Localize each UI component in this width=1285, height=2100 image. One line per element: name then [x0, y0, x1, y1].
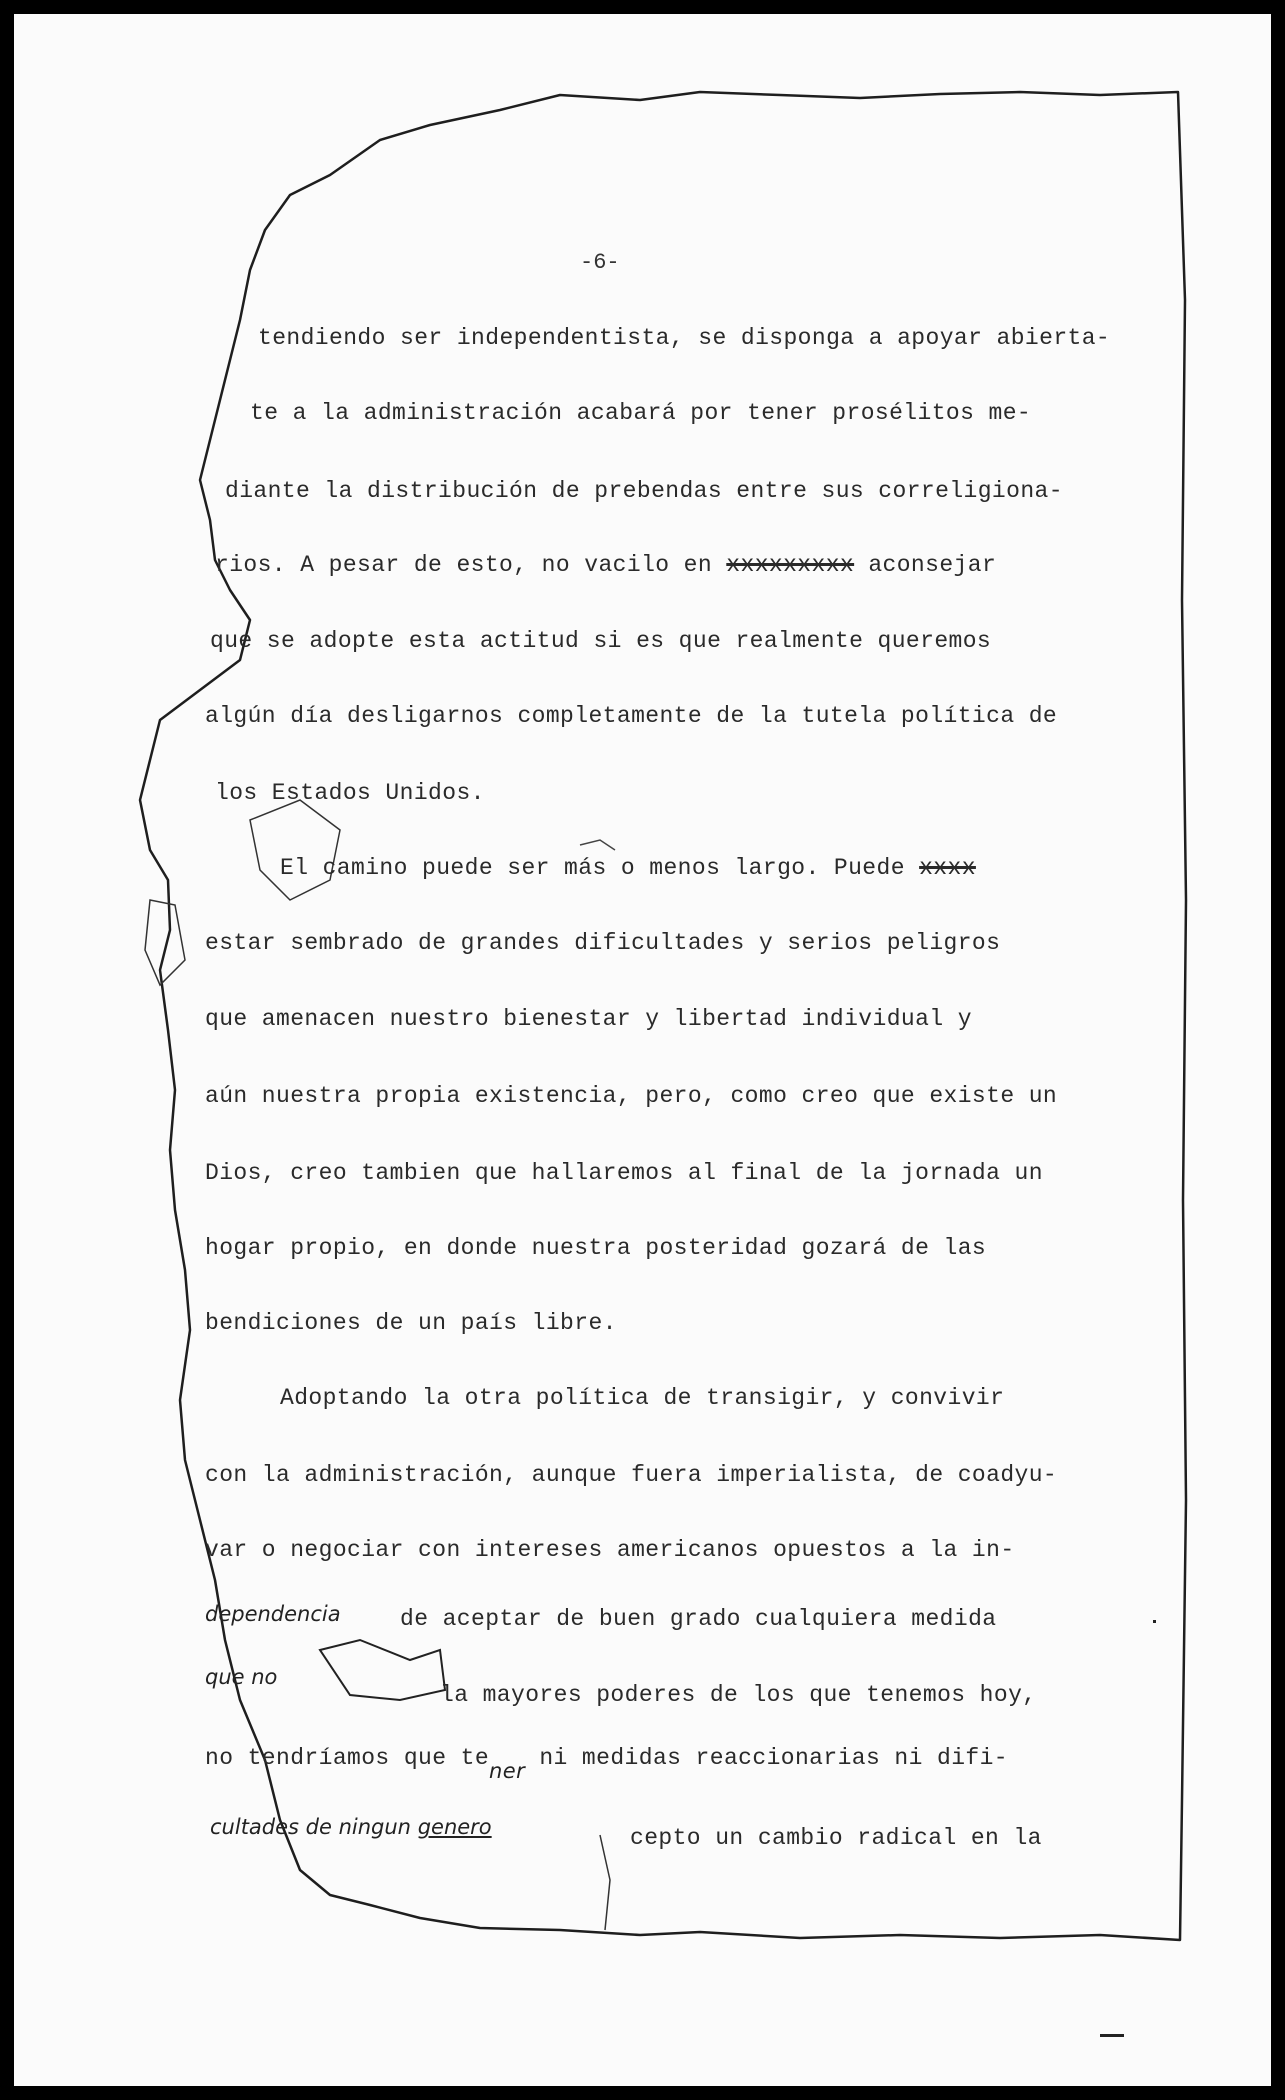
text-line-4-start: rios. A pesar de esto, no vacilo en	[215, 552, 713, 578]
text-line-3: diante la distribución de prebendas entre sus correligiona-	[225, 478, 1063, 504]
text-line-6: algún día desligarnos completamente de la tutela política de	[205, 703, 1058, 729]
text-line-15: Adoptando la otra política de transigir, y convivir	[280, 1385, 1005, 1411]
text-line-8	[280, 855, 976, 881]
text-line-4	[215, 552, 996, 578]
text-line-16: con la administración, aunque fuera imperialista, de coadyu-	[205, 1462, 1058, 1488]
text-line-10: que amenacen nuestro bienestar y libertad individual y	[205, 1006, 972, 1032]
text-line-14: bendiciones de un país libre.	[205, 1310, 617, 1336]
handwritten-ner: ner	[489, 1759, 526, 1783]
struck-word: xxxx	[919, 855, 976, 881]
ink-speck	[1153, 1620, 1156, 1623]
text-line-21-end: cepto un cambio radical en la	[630, 1825, 1042, 1851]
text-line-5: que se adopte esta actitud si es que realmente queremos	[210, 628, 992, 654]
text-line-17: var o negociar con intereses americanos opuestos a la in-	[205, 1537, 1015, 1563]
text-line-9: estar sembrado de grandes dificultades y serios peligros	[205, 930, 1001, 956]
handwritten-dependencia: dependencia	[205, 1602, 341, 1626]
text-line-1: tendiendo ser independentista, se disponga a apoyar abierta-	[258, 325, 1111, 351]
text-line-19: la mayores poderes de los que tenemos hoy,	[440, 1682, 1037, 1708]
struck-word: xxxxxxxxx	[726, 552, 855, 578]
handwritten-genero: genero	[417, 1815, 492, 1839]
text-line-11: aún nuestra propia existencia, pero, como creo que existe un	[205, 1083, 1058, 1109]
page-number: -6-	[580, 250, 620, 275]
text-line-4-end: aconsejar	[868, 552, 997, 578]
text-line-8-start: El camino puede ser más o menos largo. Puede	[280, 855, 905, 881]
text-line-21-start: cultades de ningun	[210, 1815, 411, 1839]
text-line-13: hogar propio, en donde nuestra posteridad gozará de las	[205, 1235, 987, 1261]
ink-speck	[1100, 2034, 1124, 2037]
text-line-21-hand	[210, 1815, 492, 1839]
text-line-18: de aceptar de buen grado cualquiera medida	[400, 1606, 997, 1632]
text-line-2: te a la administración acabará por tener prosélitos me-	[250, 400, 1032, 426]
text-line-7: los Estados Unidos.	[215, 780, 485, 806]
text-line-20-end: ni medidas reaccionarias ni difi-	[539, 1745, 1009, 1771]
text-line-20	[205, 1745, 1009, 1783]
text-line-12: Dios, creo tambien que hallaremos al final de la jornada un	[205, 1160, 1043, 1186]
text-line-20-start: no tendríamos que te	[205, 1745, 490, 1771]
handwritten-que-no: que no	[205, 1665, 278, 1689]
